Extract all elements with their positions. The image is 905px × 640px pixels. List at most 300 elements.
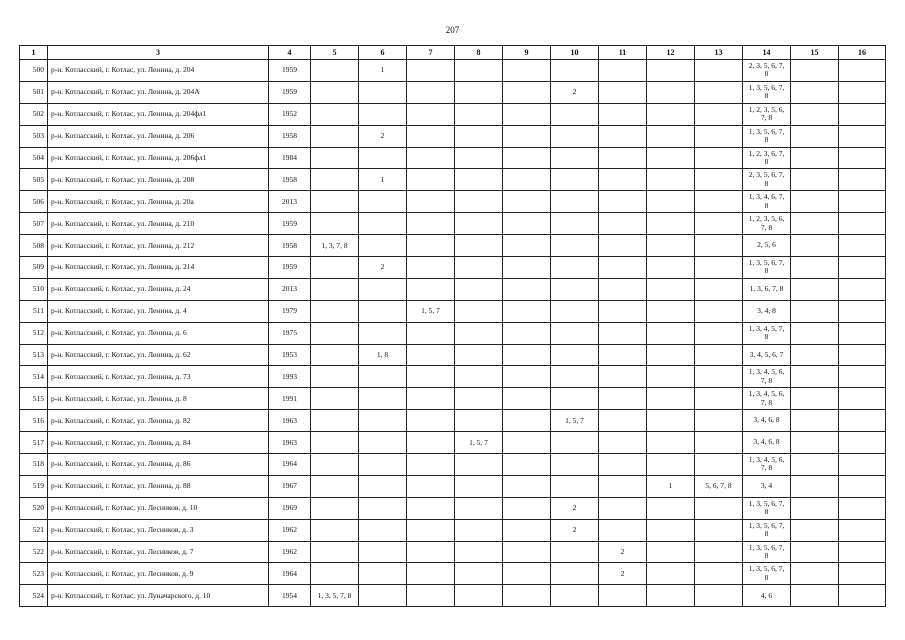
cell-col-5	[311, 388, 359, 410]
cell-col-6	[359, 388, 407, 410]
cell-col-10	[551, 257, 599, 279]
cell-col-3: р-н. Котласский, г. Котлас, ул. Ленина, д. 204фл1	[48, 103, 269, 125]
cell-col-11	[599, 519, 647, 541]
cell-col-8	[455, 81, 503, 103]
cell-col-7	[407, 541, 455, 563]
cell-col-8	[455, 235, 503, 257]
cell-col-14: 1, 2, 3, 5, 6, 7, 8	[743, 213, 791, 235]
cell-col-4: 1954	[269, 585, 311, 607]
cell-col-16	[839, 366, 886, 388]
cell-col-9	[503, 585, 551, 607]
cell-col-8	[455, 497, 503, 519]
cell-col-8	[455, 541, 503, 563]
cell-col-8	[455, 147, 503, 169]
table-row	[20, 585, 886, 607]
cell-col-6	[359, 300, 407, 322]
cell-col-6	[359, 235, 407, 257]
cell-col-14: 2, 5, 6	[743, 235, 791, 257]
cell-col-13	[695, 410, 743, 432]
cell-col-16	[839, 432, 886, 454]
cell-col-13	[695, 257, 743, 279]
cell-col-6	[359, 541, 407, 563]
cell-col-15	[791, 191, 839, 213]
cell-col-3: р-н. Котласский, г. Котлас, ул. Луначарского, д. 10	[48, 585, 269, 607]
cell-col-4: 1975	[269, 322, 311, 344]
cell-col-13	[695, 519, 743, 541]
cell-col-11	[599, 213, 647, 235]
register-table	[19, 45, 886, 607]
cell-col-16	[839, 344, 886, 366]
cell-col-7	[407, 81, 455, 103]
cell-col-7	[407, 366, 455, 388]
table-row	[20, 81, 886, 103]
cell-col-8	[455, 213, 503, 235]
cell-col-6	[359, 81, 407, 103]
cell-col-14: 1, 3, 4, 5, 6, 7, 8	[743, 388, 791, 410]
cell-col-1: 510	[20, 278, 48, 300]
cell-col-1: 513	[20, 344, 48, 366]
cell-col-6	[359, 585, 407, 607]
cell-col-14: 1, 3, 4, 5, 6, 7, 8	[743, 454, 791, 476]
cell-col-3: р-н. Котласский, г. Котлас, ул. Ленина, д. 82	[48, 410, 269, 432]
cell-col-4: 1979	[269, 300, 311, 322]
cell-col-12	[647, 300, 695, 322]
table-row	[20, 475, 886, 497]
cell-col-16	[839, 213, 886, 235]
cell-col-14: 1, 3, 5, 6, 7, 8	[743, 541, 791, 563]
table-row	[20, 257, 886, 279]
cell-col-4: 1958	[269, 125, 311, 147]
cell-col-9	[503, 191, 551, 213]
cell-col-10	[551, 585, 599, 607]
cell-col-8	[455, 322, 503, 344]
cell-col-16	[839, 475, 886, 497]
cell-col-6	[359, 213, 407, 235]
cell-col-9	[503, 432, 551, 454]
cell-col-15	[791, 60, 839, 82]
cell-col-14: 3, 4, 6, 8	[743, 432, 791, 454]
cell-col-7	[407, 169, 455, 191]
cell-col-16	[839, 147, 886, 169]
cell-col-5	[311, 147, 359, 169]
cell-col-14: 1, 3, 5, 6, 7, 8	[743, 519, 791, 541]
cell-col-9	[503, 169, 551, 191]
cell-col-14: 3, 4, 6, 8	[743, 410, 791, 432]
cell-col-12	[647, 322, 695, 344]
cell-col-7	[407, 322, 455, 344]
cell-col-9	[503, 497, 551, 519]
cell-col-4: 1958	[269, 235, 311, 257]
cell-col-5	[311, 257, 359, 279]
cell-col-11	[599, 103, 647, 125]
cell-col-5	[311, 191, 359, 213]
column-header-15: 15	[791, 46, 839, 60]
cell-col-8	[455, 191, 503, 213]
cell-col-7	[407, 585, 455, 607]
cell-col-8	[455, 388, 503, 410]
cell-col-12	[647, 410, 695, 432]
column-header-3: 3	[48, 46, 269, 60]
cell-col-11	[599, 388, 647, 410]
cell-col-16	[839, 125, 886, 147]
cell-col-16	[839, 103, 886, 125]
cell-col-16	[839, 388, 886, 410]
column-header-8: 8	[455, 46, 503, 60]
table-row	[20, 432, 886, 454]
cell-col-8	[455, 410, 503, 432]
cell-col-14: 3, 4, 5, 6, 7	[743, 344, 791, 366]
cell-col-9	[503, 81, 551, 103]
cell-col-14: 1, 3, 4, 6, 7, 8	[743, 191, 791, 213]
table-row	[20, 366, 886, 388]
cell-col-15	[791, 366, 839, 388]
cell-col-3: р-н. Котласский, г. Котлас, ул. Ленина, д. 208	[48, 169, 269, 191]
cell-col-4: 1959	[269, 213, 311, 235]
cell-col-12	[647, 432, 695, 454]
cell-col-13	[695, 278, 743, 300]
header-row	[20, 46, 886, 60]
cell-col-16	[839, 257, 886, 279]
cell-col-12	[647, 125, 695, 147]
cell-col-8	[455, 300, 503, 322]
cell-col-4: 1959	[269, 60, 311, 82]
table-row	[20, 60, 886, 82]
cell-col-11	[599, 344, 647, 366]
table-row	[20, 322, 886, 344]
cell-col-13	[695, 235, 743, 257]
cell-col-8	[455, 60, 503, 82]
cell-col-13: 5, 6, 7, 8	[695, 475, 743, 497]
cell-col-3: р-н. Котласский, г. Котлас, ул. Лесников, д. 7	[48, 541, 269, 563]
cell-col-9	[503, 563, 551, 585]
cell-col-16	[839, 60, 886, 82]
cell-col-13	[695, 300, 743, 322]
cell-col-6: 1	[359, 60, 407, 82]
cell-col-7	[407, 257, 455, 279]
cell-col-12	[647, 147, 695, 169]
cell-col-4: 1964	[269, 563, 311, 585]
cell-col-11: 2	[599, 541, 647, 563]
cell-col-13	[695, 81, 743, 103]
cell-col-11	[599, 410, 647, 432]
table-row	[20, 147, 886, 169]
cell-col-12	[647, 454, 695, 476]
cell-col-5	[311, 300, 359, 322]
cell-col-11	[599, 60, 647, 82]
cell-col-5	[311, 81, 359, 103]
cell-col-8	[455, 169, 503, 191]
cell-col-12	[647, 585, 695, 607]
column-header-9: 9	[503, 46, 551, 60]
cell-col-7	[407, 213, 455, 235]
cell-col-5	[311, 213, 359, 235]
table-row	[20, 563, 886, 585]
cell-col-13	[695, 344, 743, 366]
cell-col-8	[455, 103, 503, 125]
cell-col-15	[791, 278, 839, 300]
cell-col-10	[551, 169, 599, 191]
cell-col-3: р-н. Котласский, г. Котлас, ул. Ленина, д. 206фл1	[48, 147, 269, 169]
cell-col-3: р-н. Котласский, г. Котлас, ул. Ленина, д. 204	[48, 60, 269, 82]
cell-col-12	[647, 81, 695, 103]
cell-col-5	[311, 432, 359, 454]
table-row	[20, 169, 886, 191]
cell-col-13	[695, 125, 743, 147]
table-row	[20, 410, 886, 432]
cell-col-12	[647, 541, 695, 563]
column-header-14: 14	[743, 46, 791, 60]
cell-col-16	[839, 169, 886, 191]
cell-col-10	[551, 60, 599, 82]
cell-col-6: 2	[359, 125, 407, 147]
cell-col-1: 515	[20, 388, 48, 410]
cell-col-9	[503, 322, 551, 344]
cell-col-12	[647, 169, 695, 191]
cell-col-13	[695, 213, 743, 235]
cell-col-8: 1, 5, 7	[455, 432, 503, 454]
cell-col-8	[455, 454, 503, 476]
cell-col-1: 511	[20, 300, 48, 322]
cell-col-6	[359, 278, 407, 300]
cell-col-5	[311, 563, 359, 585]
cell-col-7	[407, 191, 455, 213]
cell-col-9	[503, 103, 551, 125]
cell-col-15	[791, 344, 839, 366]
table-row	[20, 388, 886, 410]
cell-col-13	[695, 541, 743, 563]
cell-col-11	[599, 235, 647, 257]
cell-col-15	[791, 410, 839, 432]
cell-col-6	[359, 147, 407, 169]
cell-col-3: р-н. Котласский, г. Котлас, ул. Лесников, д. 9	[48, 563, 269, 585]
cell-col-12	[647, 60, 695, 82]
cell-col-12: 1	[647, 475, 695, 497]
cell-col-11	[599, 322, 647, 344]
cell-col-11	[599, 300, 647, 322]
cell-col-3: р-н. Котласский, г. Котлас, ул. Ленина, д. 210	[48, 213, 269, 235]
cell-col-7	[407, 432, 455, 454]
cell-col-13	[695, 147, 743, 169]
cell-col-1: 524	[20, 585, 48, 607]
cell-col-11	[599, 366, 647, 388]
table-row	[20, 235, 886, 257]
cell-col-10	[551, 125, 599, 147]
cell-col-4: 1984	[269, 147, 311, 169]
cell-col-13	[695, 388, 743, 410]
cell-col-7: 1, 5, 7	[407, 300, 455, 322]
cell-col-12	[647, 278, 695, 300]
cell-col-1: 502	[20, 103, 48, 125]
cell-col-5	[311, 60, 359, 82]
cell-col-10	[551, 563, 599, 585]
cell-col-5: 1, 3, 5, 7, 8	[311, 585, 359, 607]
cell-col-7	[407, 519, 455, 541]
cell-col-4: 1952	[269, 103, 311, 125]
cell-col-5	[311, 322, 359, 344]
table-row	[20, 191, 886, 213]
cell-col-1: 508	[20, 235, 48, 257]
cell-col-15	[791, 300, 839, 322]
cell-col-9	[503, 235, 551, 257]
table-row	[20, 213, 886, 235]
cell-col-10	[551, 388, 599, 410]
cell-col-11	[599, 497, 647, 519]
cell-col-15	[791, 497, 839, 519]
column-header-6: 6	[359, 46, 407, 60]
cell-col-12	[647, 191, 695, 213]
cell-col-16	[839, 454, 886, 476]
cell-col-16	[839, 497, 886, 519]
cell-col-13	[695, 366, 743, 388]
cell-col-13	[695, 322, 743, 344]
cell-col-1: 503	[20, 125, 48, 147]
cell-col-4: 1963	[269, 410, 311, 432]
cell-col-10: 2	[551, 81, 599, 103]
cell-col-15	[791, 103, 839, 125]
cell-col-5	[311, 475, 359, 497]
cell-col-6	[359, 475, 407, 497]
cell-col-9	[503, 300, 551, 322]
cell-col-11	[599, 169, 647, 191]
cell-col-14: 2, 3, 5, 6, 7, 8	[743, 60, 791, 82]
cell-col-7	[407, 344, 455, 366]
cell-col-16	[839, 322, 886, 344]
cell-col-3: р-н. Котласский, г. Котлас, ул. Лесников, д. 3	[48, 519, 269, 541]
cell-col-10	[551, 475, 599, 497]
cell-col-3: р-н. Котласский, г. Котлас, ул. Ленина, д. 24	[48, 278, 269, 300]
cell-col-6	[359, 410, 407, 432]
cell-col-4: 1991	[269, 388, 311, 410]
cell-col-8	[455, 366, 503, 388]
cell-col-11	[599, 454, 647, 476]
column-header-13: 13	[695, 46, 743, 60]
column-header-11: 11	[599, 46, 647, 60]
cell-col-11	[599, 257, 647, 279]
column-header-10: 10	[551, 46, 599, 60]
cell-col-4: 1962	[269, 541, 311, 563]
cell-col-5	[311, 497, 359, 519]
cell-col-3: р-н. Котласский, г. Котлас, ул. Ленина, д. 206	[48, 125, 269, 147]
cell-col-3: р-н. Котласский, г. Котлас, ул. Ленина, д. 204А	[48, 81, 269, 103]
cell-col-13	[695, 191, 743, 213]
cell-col-5: 1, 3, 7, 8	[311, 235, 359, 257]
cell-col-13	[695, 497, 743, 519]
cell-col-9	[503, 213, 551, 235]
table-row	[20, 541, 886, 563]
column-header-1: 1	[20, 46, 48, 60]
cell-col-4: 1959	[269, 257, 311, 279]
cell-col-9	[503, 541, 551, 563]
cell-col-13	[695, 103, 743, 125]
cell-col-5	[311, 366, 359, 388]
cell-col-8	[455, 257, 503, 279]
cell-col-13	[695, 432, 743, 454]
cell-col-14: 1, 3, 4, 5, 6, 7, 8	[743, 366, 791, 388]
cell-col-9	[503, 454, 551, 476]
cell-col-7	[407, 563, 455, 585]
cell-col-13	[695, 585, 743, 607]
cell-col-1: 501	[20, 81, 48, 103]
cell-col-15	[791, 322, 839, 344]
cell-col-11	[599, 147, 647, 169]
table-row	[20, 497, 886, 519]
cell-col-14: 2, 3, 5, 6, 7, 8	[743, 169, 791, 191]
cell-col-6: 2	[359, 257, 407, 279]
cell-col-9	[503, 60, 551, 82]
cell-col-16	[839, 191, 886, 213]
cell-col-16	[839, 585, 886, 607]
cell-col-12	[647, 519, 695, 541]
cell-col-11: 2	[599, 563, 647, 585]
cell-col-11	[599, 278, 647, 300]
cell-col-15	[791, 432, 839, 454]
cell-col-6: 1, 8	[359, 344, 407, 366]
table-body	[20, 60, 886, 607]
cell-col-1: 514	[20, 366, 48, 388]
cell-col-1: 522	[20, 541, 48, 563]
cell-col-15	[791, 475, 839, 497]
table-row	[20, 519, 886, 541]
cell-col-14: 1, 3, 5, 6, 7, 8	[743, 81, 791, 103]
cell-col-8	[455, 125, 503, 147]
cell-col-8	[455, 563, 503, 585]
cell-col-10	[551, 366, 599, 388]
cell-col-10	[551, 213, 599, 235]
cell-col-9	[503, 278, 551, 300]
cell-col-7	[407, 60, 455, 82]
cell-col-7	[407, 147, 455, 169]
cell-col-1: 504	[20, 147, 48, 169]
cell-col-8	[455, 519, 503, 541]
cell-col-13	[695, 454, 743, 476]
cell-col-10	[551, 235, 599, 257]
cell-col-12	[647, 213, 695, 235]
cell-col-10	[551, 454, 599, 476]
cell-col-3: р-н. Котласский, г. Котлас, ул. Ленина, д. 88	[48, 475, 269, 497]
cell-col-4: 1964	[269, 454, 311, 476]
cell-col-16	[839, 563, 886, 585]
cell-col-4: 1953	[269, 344, 311, 366]
cell-col-10: 1, 5, 7	[551, 410, 599, 432]
cell-col-14: 3, 4, 8	[743, 300, 791, 322]
cell-col-15	[791, 147, 839, 169]
cell-col-5	[311, 541, 359, 563]
cell-col-3: р-н. Котласский, г. Котлас, ул. Ленина, д. 62	[48, 344, 269, 366]
cell-col-15	[791, 388, 839, 410]
cell-col-3: р-н. Котласский, г. Котлас, ул. Ленина, д. 86	[48, 454, 269, 476]
cell-col-6	[359, 103, 407, 125]
cell-col-9	[503, 125, 551, 147]
cell-col-14: 1, 3, 5, 6, 7, 8	[743, 497, 791, 519]
cell-col-13	[695, 563, 743, 585]
cell-col-11	[599, 81, 647, 103]
cell-col-11	[599, 125, 647, 147]
cell-col-7	[407, 410, 455, 432]
cell-col-15	[791, 541, 839, 563]
cell-col-5	[311, 410, 359, 432]
cell-col-14: 1, 3, 6, 7, 8	[743, 278, 791, 300]
cell-col-6	[359, 497, 407, 519]
cell-col-15	[791, 169, 839, 191]
cell-col-6	[359, 366, 407, 388]
cell-col-11	[599, 585, 647, 607]
cell-col-9	[503, 366, 551, 388]
cell-col-11	[599, 432, 647, 454]
column-header-16: 16	[839, 46, 886, 60]
cell-col-7	[407, 235, 455, 257]
cell-col-16	[839, 278, 886, 300]
table-row	[20, 125, 886, 147]
